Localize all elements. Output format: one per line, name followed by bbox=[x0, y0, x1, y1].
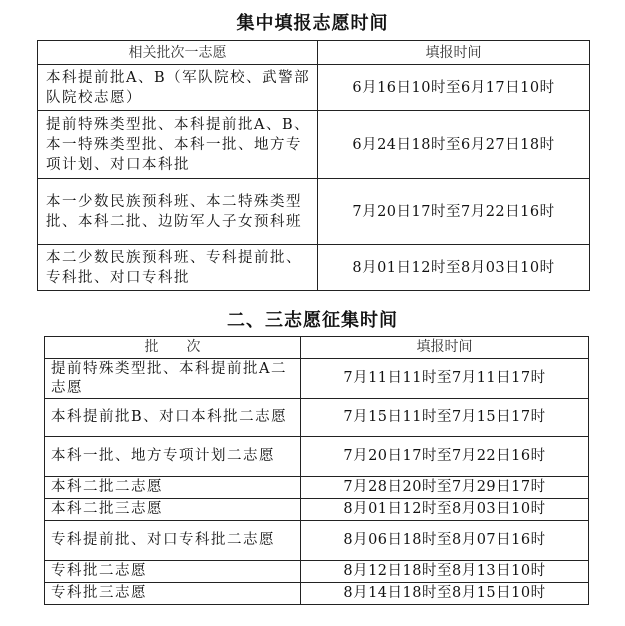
time-cell: 7月20日17时至7月22日16时 bbox=[318, 179, 590, 245]
column-header-batch: 批 次 bbox=[45, 337, 301, 359]
table-row bbox=[38, 179, 590, 245]
time-cell: 7月15日11时至7月15日17时 bbox=[301, 399, 589, 437]
table-row bbox=[45, 499, 589, 521]
batch-cell: 提前特殊类型批、本科提前批A、B、本一特殊类型批、本科一批、地方专项计划、对口本科批 bbox=[38, 111, 318, 179]
table-row bbox=[45, 477, 589, 499]
table-row bbox=[45, 583, 589, 605]
section1-title: 集中填报志愿时间 bbox=[236, 13, 389, 34]
batch-cell: 专科批二志愿 bbox=[45, 561, 301, 583]
batch-cell: 专科批三志愿 bbox=[45, 583, 301, 605]
time-cell: 7月11日11时至7月11日17时 bbox=[301, 359, 589, 399]
table-row bbox=[45, 437, 589, 477]
batch-cell: 本科二批二志愿 bbox=[45, 477, 301, 499]
section2-title: 二、三志愿征集时间 bbox=[227, 310, 398, 331]
time-cell: 6月16日10时至6月17日10时 bbox=[318, 65, 590, 111]
table-row bbox=[45, 359, 589, 399]
column-header-batch: 相关批次一志愿 bbox=[38, 41, 318, 65]
table-row bbox=[38, 65, 590, 111]
batch-cell: 本二少数民族预科班、专科提前批、专科批、对口专科批 bbox=[38, 245, 318, 291]
table-header-row bbox=[45, 337, 589, 359]
time-cell: 8月01日12时至8月03日10时 bbox=[301, 499, 589, 521]
table-header-row bbox=[38, 41, 590, 65]
table-row bbox=[45, 561, 589, 583]
table-row bbox=[45, 521, 589, 561]
solicitation-schedule-table bbox=[44, 336, 589, 605]
table-row bbox=[38, 245, 590, 291]
batch-cell: 提前特殊类型批、本科提前批A二志愿 bbox=[45, 359, 301, 399]
table-row bbox=[38, 111, 590, 179]
time-cell: 8月12日18时至8月13日10时 bbox=[301, 561, 589, 583]
batch-cell: 本科提前批A、B（军队院校、武警部队院校志愿） bbox=[38, 65, 318, 111]
table-row bbox=[45, 399, 589, 437]
time-cell: 6月24日18时至6月27日18时 bbox=[318, 111, 590, 179]
time-cell: 8月06日18时至8月07日16时 bbox=[301, 521, 589, 561]
column-header-time: 填报时间 bbox=[318, 41, 590, 65]
time-cell: 8月14日18时至8月15日10时 bbox=[301, 583, 589, 605]
time-cell: 8月01日12时至8月03日10时 bbox=[318, 245, 590, 291]
batch-cell: 本科一批、地方专项计划二志愿 bbox=[45, 437, 301, 477]
batch-cell: 专科提前批、对口专科批二志愿 bbox=[45, 521, 301, 561]
time-cell: 7月28日20时至7月29日17时 bbox=[301, 477, 589, 499]
time-cell: 7月20日17时至7月22日16时 bbox=[301, 437, 589, 477]
column-header-time: 填报时间 bbox=[301, 337, 589, 359]
volunteer-schedule-table bbox=[37, 40, 590, 291]
batch-cell: 本一少数民族预科班、本二特殊类型批、本科二批、边防军人子女预科班 bbox=[38, 179, 318, 245]
batch-cell: 本科提前批B、对口本科批二志愿 bbox=[45, 399, 301, 437]
batch-cell: 本科二批三志愿 bbox=[45, 499, 301, 521]
